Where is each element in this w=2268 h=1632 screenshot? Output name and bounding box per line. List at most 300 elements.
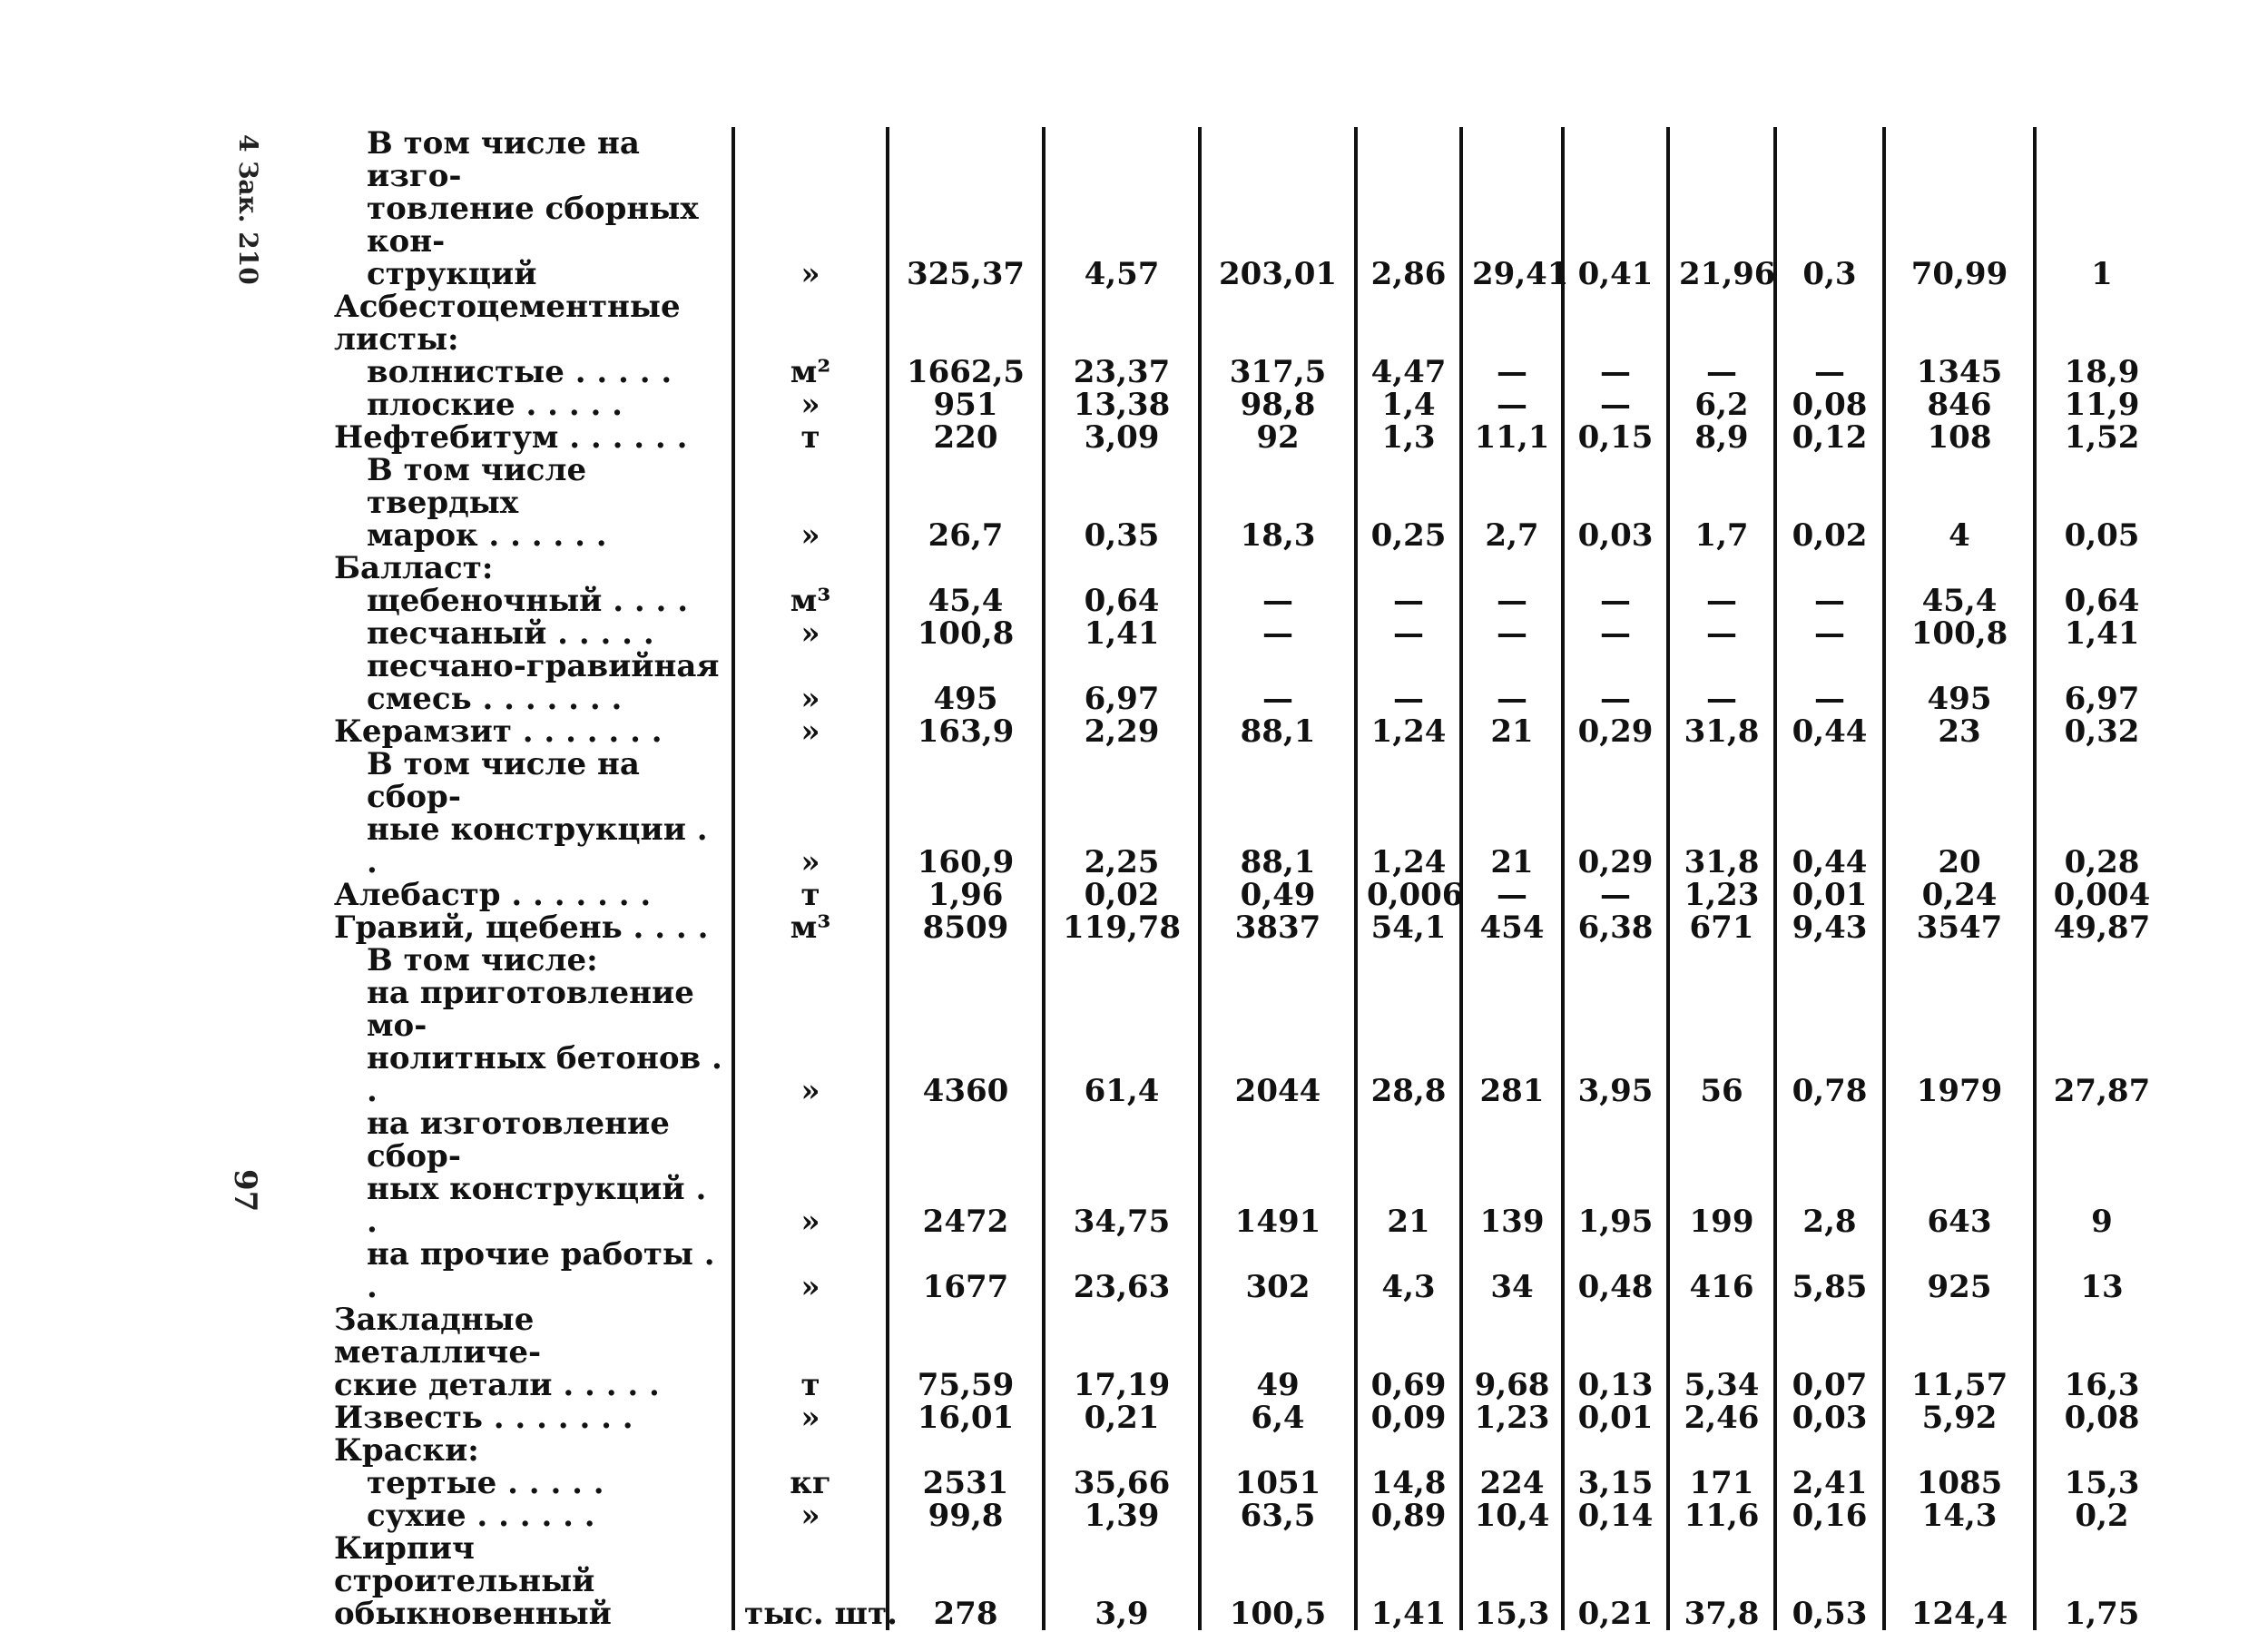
value-cell — [1461, 944, 1563, 977]
value-cell: 18,3 — [1200, 454, 1356, 552]
value-cell: 4,47 — [1356, 356, 1461, 388]
value-cell: 0,21 — [1044, 1401, 1200, 1434]
value-cell: 11,57 — [1884, 1303, 2035, 1401]
value-cell: 1,52 — [2035, 421, 2167, 454]
value-cell: 3547 — [1884, 911, 2035, 944]
material-name-line: нолитных бетонов . . — [367, 1040, 722, 1109]
value-cell: 2,8 — [1775, 1107, 1884, 1238]
value-cell: 3,09 — [1044, 421, 1200, 454]
value-cell: 1979 — [1884, 977, 2035, 1107]
value-cell — [888, 1434, 1044, 1467]
value-cell: 224 — [1461, 1467, 1563, 1499]
value-cell: 0,02 — [1044, 879, 1200, 911]
value-cell: — — [1563, 617, 1668, 650]
material-name-line: щебеночный . . . . — [367, 583, 689, 619]
value-cell: 13,38 — [1044, 388, 1200, 421]
value-cell: — — [1668, 585, 1775, 617]
value-cell: — — [1461, 585, 1563, 617]
value-cell: 1,3 — [1356, 421, 1461, 454]
value-cell — [888, 944, 1044, 977]
page-number: 97 — [227, 1169, 263, 1213]
value-cell: — — [1563, 650, 1668, 715]
unit-cell: » — [733, 1499, 888, 1532]
value-cell: 18,9 — [2035, 356, 2167, 388]
value-cell: 0,32 — [2035, 715, 2167, 748]
value-cell — [1668, 944, 1775, 977]
value-cell: — — [1461, 650, 1563, 715]
value-cell — [1884, 944, 2035, 977]
material-name-line: Краски: — [334, 1432, 479, 1469]
value-cell: 2,25 — [1044, 748, 1200, 879]
value-cell: 1,23 — [1461, 1401, 1563, 1434]
material-name — [334, 1303, 733, 1401]
table-row — [334, 356, 2167, 388]
value-cell — [1884, 1434, 2035, 1467]
value-cell: 9,43 — [1775, 911, 1884, 944]
unit-cell: м³ — [733, 585, 888, 617]
material-name — [334, 356, 733, 388]
material-name — [334, 388, 733, 421]
value-cell: — — [1356, 585, 1461, 617]
unit-cell: тыс. шт. — [733, 1532, 888, 1630]
value-cell — [1775, 552, 1884, 585]
unit-cell: » — [733, 715, 888, 748]
value-cell: 100,8 — [1884, 617, 2035, 650]
value-cell: 88,1 — [1200, 715, 1356, 748]
value-cell: 49 — [1200, 1303, 1356, 1401]
value-cell: 23 — [1884, 715, 2035, 748]
value-cell — [1668, 552, 1775, 585]
value-cell: 45,4 — [1884, 585, 2035, 617]
value-cell — [1200, 552, 1356, 585]
value-cell: 98,8 — [1200, 388, 1356, 421]
value-cell — [1356, 290, 1461, 356]
value-cell: 1,23 — [1668, 879, 1775, 911]
unit-cell: т — [733, 1303, 888, 1401]
value-cell: 317,5 — [1200, 356, 1356, 388]
value-cell: 8,9 — [1668, 421, 1775, 454]
value-cell: 1,7 — [1668, 454, 1775, 552]
value-cell: — — [1200, 585, 1356, 617]
value-cell: 3837 — [1200, 911, 1356, 944]
table-row — [334, 421, 2167, 454]
value-cell: 416 — [1668, 1238, 1775, 1303]
material-name — [334, 715, 733, 748]
material-name-line: марок . . . . . . — [367, 517, 607, 554]
value-cell — [1044, 944, 1200, 977]
unit-cell — [733, 290, 888, 356]
value-cell: — — [1668, 617, 1775, 650]
value-cell — [1775, 944, 1884, 977]
value-cell: 0,25 — [1356, 454, 1461, 552]
value-cell: 23,63 — [1044, 1238, 1200, 1303]
value-cell: 61,4 — [1044, 977, 1200, 1107]
material-name-line: плоские . . . . . — [367, 387, 623, 423]
unit-cell: » — [733, 977, 888, 1107]
value-cell: 34 — [1461, 1238, 1563, 1303]
table-row — [334, 585, 2167, 617]
value-cell: — — [1563, 585, 1668, 617]
unit-cell: м² — [733, 356, 888, 388]
value-cell: 220 — [888, 421, 1044, 454]
value-cell: 1491 — [1200, 1107, 1356, 1238]
value-cell: 1345 — [1884, 356, 2035, 388]
value-cell: 0,12 — [1775, 421, 1884, 454]
value-cell: 92 — [1200, 421, 1356, 454]
value-cell: 0,08 — [1775, 388, 1884, 421]
value-cell: 21 — [1461, 748, 1563, 879]
value-cell: 281 — [1461, 977, 1563, 1107]
material-name-line: на приготовление мо- — [367, 975, 694, 1044]
value-cell: 0,03 — [1775, 1401, 1884, 1434]
value-cell: 1,41 — [1356, 1532, 1461, 1630]
value-cell: 6,4 — [1200, 1401, 1356, 1434]
material-name-line: ных конструкций . . — [367, 1171, 707, 1240]
value-cell: 100,8 — [888, 617, 1044, 650]
value-cell: 31,8 — [1668, 715, 1775, 748]
unit-cell — [733, 1434, 888, 1467]
material-name-line: Асбестоцементные листы: — [334, 289, 681, 358]
value-cell: 139 — [1461, 1107, 1563, 1238]
value-cell: 0,3 — [1775, 127, 1884, 290]
value-cell: 2472 — [888, 1107, 1044, 1238]
value-cell: 2044 — [1200, 977, 1356, 1107]
material-name-line: смесь . . . . . . . — [367, 681, 623, 717]
value-cell: 6,38 — [1563, 911, 1668, 944]
table-row — [334, 715, 2167, 748]
value-cell: 325,37 — [888, 127, 1044, 290]
unit-cell: т — [733, 879, 888, 911]
material-name — [334, 944, 733, 977]
value-cell — [1044, 552, 1200, 585]
value-cell: 70,99 — [1884, 127, 2035, 290]
value-cell — [1775, 1434, 1884, 1467]
material-name — [334, 552, 733, 585]
unit-cell: т — [733, 421, 888, 454]
value-cell: — — [1356, 650, 1461, 715]
value-cell: 643 — [1884, 1107, 2035, 1238]
material-name-line: Нефтебитум . . . . . . — [334, 419, 688, 456]
value-cell: 302 — [1200, 1238, 1356, 1303]
value-cell: 49,87 — [2035, 911, 2167, 944]
material-name — [334, 617, 733, 650]
value-cell: — — [1775, 650, 1884, 715]
value-cell: 0,05 — [2035, 454, 2167, 552]
value-cell: — — [1563, 356, 1668, 388]
material-name — [334, 1499, 733, 1532]
value-cell: — — [1461, 879, 1563, 911]
value-cell: 3,9 — [1044, 1532, 1200, 1630]
value-cell — [1200, 944, 1356, 977]
value-cell: 1,41 — [2035, 617, 2167, 650]
table-row — [334, 454, 2167, 552]
value-cell: 5,92 — [1884, 1401, 2035, 1434]
value-cell: 0,14 — [1563, 1499, 1668, 1532]
table-row — [334, 552, 2167, 585]
material-name — [334, 748, 733, 879]
table-row — [334, 879, 2167, 911]
value-cell: 846 — [1884, 388, 2035, 421]
value-cell — [1668, 290, 1775, 356]
value-cell — [1461, 552, 1563, 585]
value-cell — [1356, 1434, 1461, 1467]
value-cell: 0,24 — [1884, 879, 2035, 911]
value-cell: 0,44 — [1775, 715, 1884, 748]
value-cell: 0,13 — [1563, 1303, 1668, 1401]
table-row — [334, 944, 2167, 977]
value-cell — [1563, 944, 1668, 977]
material-name — [334, 879, 733, 911]
table-row — [334, 290, 2167, 356]
value-cell: 171 — [1668, 1467, 1775, 1499]
value-cell: 495 — [888, 650, 1044, 715]
value-cell: 56 — [1668, 977, 1775, 1107]
value-cell: 20 — [1884, 748, 2035, 879]
value-cell — [1044, 1434, 1200, 1467]
material-name — [334, 585, 733, 617]
value-cell: — — [1461, 388, 1563, 421]
value-cell — [1884, 552, 2035, 585]
value-cell: 16,3 — [2035, 1303, 2167, 1401]
value-cell: 21,96 — [1668, 127, 1775, 290]
value-cell: 1051 — [1200, 1467, 1356, 1499]
value-cell: 0,01 — [1563, 1401, 1668, 1434]
material-name — [334, 650, 733, 715]
material-name-line: тертые . . . . . — [367, 1465, 604, 1501]
value-cell: 11,6 — [1668, 1499, 1775, 1532]
material-name — [334, 421, 733, 454]
value-cell: 1 — [2035, 127, 2167, 290]
material-name-line: песчано-гравийная — [367, 648, 720, 684]
value-cell — [888, 290, 1044, 356]
material-name — [334, 1467, 733, 1499]
table-row — [334, 127, 2167, 290]
unit-cell: » — [733, 454, 888, 552]
value-cell: 1,75 — [2035, 1532, 2167, 1630]
value-cell: 0,09 — [1356, 1401, 1461, 1434]
value-cell: — — [1775, 356, 1884, 388]
value-cell — [2035, 944, 2167, 977]
value-cell: 63,5 — [1200, 1499, 1356, 1532]
value-cell: 278 — [888, 1532, 1044, 1630]
material-name-line: ские детали . . . . . — [334, 1367, 660, 1403]
value-cell: — — [1200, 650, 1356, 715]
value-cell — [1356, 552, 1461, 585]
value-cell: 454 — [1461, 911, 1563, 944]
value-cell — [888, 552, 1044, 585]
value-cell: — — [1563, 388, 1668, 421]
value-cell: 0,78 — [1775, 977, 1884, 1107]
material-name-line: В том числе на изго- — [367, 125, 640, 194]
table-row — [334, 1303, 2167, 1401]
value-cell: 75,59 — [888, 1303, 1044, 1401]
value-cell: 3,95 — [1563, 977, 1668, 1107]
material-name-line: Гравий, щебень . . . . — [334, 909, 709, 946]
material-name-line: В том числе: — [367, 942, 598, 978]
value-cell: 1677 — [888, 1238, 1044, 1303]
value-cell — [2035, 290, 2167, 356]
unit-cell: » — [733, 1238, 888, 1303]
value-cell — [1563, 552, 1668, 585]
unit-cell: » — [733, 1401, 888, 1434]
value-cell: 0,35 — [1044, 454, 1200, 552]
value-cell: — — [1668, 356, 1775, 388]
material-name — [334, 977, 733, 1107]
value-cell: 88,1 — [1200, 748, 1356, 879]
value-cell: 21 — [1356, 1107, 1461, 1238]
value-cell: 0,49 — [1200, 879, 1356, 911]
value-cell — [1461, 1434, 1563, 1467]
value-cell: 29,41 — [1461, 127, 1563, 290]
value-cell — [1563, 290, 1668, 356]
value-cell: 0,02 — [1775, 454, 1884, 552]
value-cell — [1356, 944, 1461, 977]
value-cell: 4 — [1884, 454, 2035, 552]
value-cell: 14,3 — [1884, 1499, 2035, 1532]
value-cell: 124,4 — [1884, 1532, 2035, 1630]
value-cell: 671 — [1668, 911, 1775, 944]
value-cell: 0,006 — [1356, 879, 1461, 911]
value-cell: 108 — [1884, 421, 2035, 454]
value-cell: 14,8 — [1356, 1467, 1461, 1499]
value-cell: 45,4 — [888, 585, 1044, 617]
value-cell: 23,37 — [1044, 356, 1200, 388]
value-cell: 119,78 — [1044, 911, 1200, 944]
value-cell: 0,69 — [1356, 1303, 1461, 1401]
value-cell: 2,86 — [1356, 127, 1461, 290]
table-row — [334, 1238, 2167, 1303]
value-cell: 0,07 — [1775, 1303, 1884, 1401]
value-cell: 495 — [1884, 650, 2035, 715]
value-cell — [2035, 1434, 2167, 1467]
unit-cell: » — [733, 388, 888, 421]
table-row — [334, 1401, 2167, 1434]
table-row — [334, 1434, 2167, 1467]
unit-cell: » — [733, 748, 888, 879]
value-cell: 54,1 — [1356, 911, 1461, 944]
value-cell — [1461, 290, 1563, 356]
value-cell: 34,75 — [1044, 1107, 1200, 1238]
table-row — [334, 650, 2167, 715]
value-cell: 11,9 — [2035, 388, 2167, 421]
value-cell: 17,19 — [1044, 1303, 1200, 1401]
value-cell: 4,57 — [1044, 127, 1200, 290]
material-name-line: обыкновенный — [334, 1596, 612, 1632]
value-cell: 1662,5 — [888, 356, 1044, 388]
value-cell: 100,5 — [1200, 1532, 1356, 1630]
value-cell: 1,95 — [1563, 1107, 1668, 1238]
material-name-line: струкций — [367, 256, 537, 292]
unit-cell: кг — [733, 1467, 888, 1499]
material-name-line: В том числе твердых — [367, 452, 587, 521]
value-cell: 35,66 — [1044, 1467, 1200, 1499]
table-row — [334, 977, 2167, 1107]
value-cell: 0,64 — [1044, 585, 1200, 617]
value-cell: 6,97 — [1044, 650, 1200, 715]
value-cell: 2,41 — [1775, 1467, 1884, 1499]
unit-cell: » — [733, 127, 888, 290]
value-cell: 163,9 — [888, 715, 1044, 748]
value-cell: 0,15 — [1563, 421, 1668, 454]
material-name-line: сухие . . . . . . — [367, 1498, 595, 1534]
value-cell: 37,8 — [1668, 1532, 1775, 1630]
material-name-line: В том числе на сбор- — [367, 746, 640, 815]
value-cell: 9 — [2035, 1107, 2167, 1238]
material-name-line: ные конструкции . . — [367, 811, 708, 880]
table-row — [334, 1107, 2167, 1238]
value-cell: 199 — [1668, 1107, 1775, 1238]
value-cell — [1775, 290, 1884, 356]
unit-cell: м³ — [733, 911, 888, 944]
value-cell: 0,29 — [1563, 748, 1668, 879]
value-cell: 1,24 — [1356, 748, 1461, 879]
value-cell: 4,3 — [1356, 1238, 1461, 1303]
value-cell — [1200, 1434, 1356, 1467]
value-cell: 99,8 — [888, 1499, 1044, 1532]
table-row — [334, 1467, 2167, 1499]
value-cell — [1044, 290, 1200, 356]
table-row — [334, 1532, 2167, 1630]
material-name-line: на изготовление сбор- — [367, 1106, 670, 1175]
value-cell: 203,01 — [1200, 127, 1356, 290]
unit-cell: » — [733, 1107, 888, 1238]
value-cell: 0,21 — [1563, 1532, 1668, 1630]
value-cell — [1884, 290, 2035, 356]
unit-cell: » — [733, 650, 888, 715]
value-cell: — — [1461, 617, 1563, 650]
value-cell: 0,53 — [1775, 1532, 1884, 1630]
value-cell — [1563, 1434, 1668, 1467]
value-cell: 160,9 — [888, 748, 1044, 879]
value-cell: 0,08 — [2035, 1401, 2167, 1434]
value-cell — [1668, 1434, 1775, 1467]
material-name-line: Балласт: — [334, 550, 494, 586]
value-cell: 6,2 — [1668, 388, 1775, 421]
value-cell: 15,3 — [2035, 1467, 2167, 1499]
value-cell: 2,29 — [1044, 715, 1200, 748]
value-cell: — — [1200, 617, 1356, 650]
material-name-line: Керамзит . . . . . . . — [334, 713, 663, 750]
value-cell: — — [1775, 617, 1884, 650]
table-row — [334, 388, 2167, 421]
value-cell: 27,87 — [2035, 977, 2167, 1107]
value-cell: 6,97 — [2035, 650, 2167, 715]
material-name-line: волнистые . . . . . — [367, 354, 673, 390]
material-name-line: Закладные металличе- — [334, 1302, 542, 1371]
material-name — [334, 1401, 733, 1434]
value-cell: 26,7 — [888, 454, 1044, 552]
value-cell: 4360 — [888, 977, 1044, 1107]
unit-cell — [733, 944, 888, 977]
value-cell: 21 — [1461, 715, 1563, 748]
value-cell: 13 — [2035, 1238, 2167, 1303]
value-cell: 0,004 — [2035, 879, 2167, 911]
value-cell: — — [1668, 650, 1775, 715]
value-cell — [2035, 552, 2167, 585]
value-cell: 2531 — [888, 1467, 1044, 1499]
value-cell: 1,24 — [1356, 715, 1461, 748]
material-name — [334, 454, 733, 552]
material-name — [334, 127, 733, 290]
value-cell: 9,68 — [1461, 1303, 1563, 1401]
value-cell: — — [1356, 617, 1461, 650]
value-cell: 2,7 — [1461, 454, 1563, 552]
value-cell: 8509 — [888, 911, 1044, 944]
material-name — [334, 1532, 733, 1630]
value-cell: — — [1775, 585, 1884, 617]
material-name-line: на прочие работы . . — [367, 1236, 715, 1305]
value-cell: 10,4 — [1461, 1499, 1563, 1532]
